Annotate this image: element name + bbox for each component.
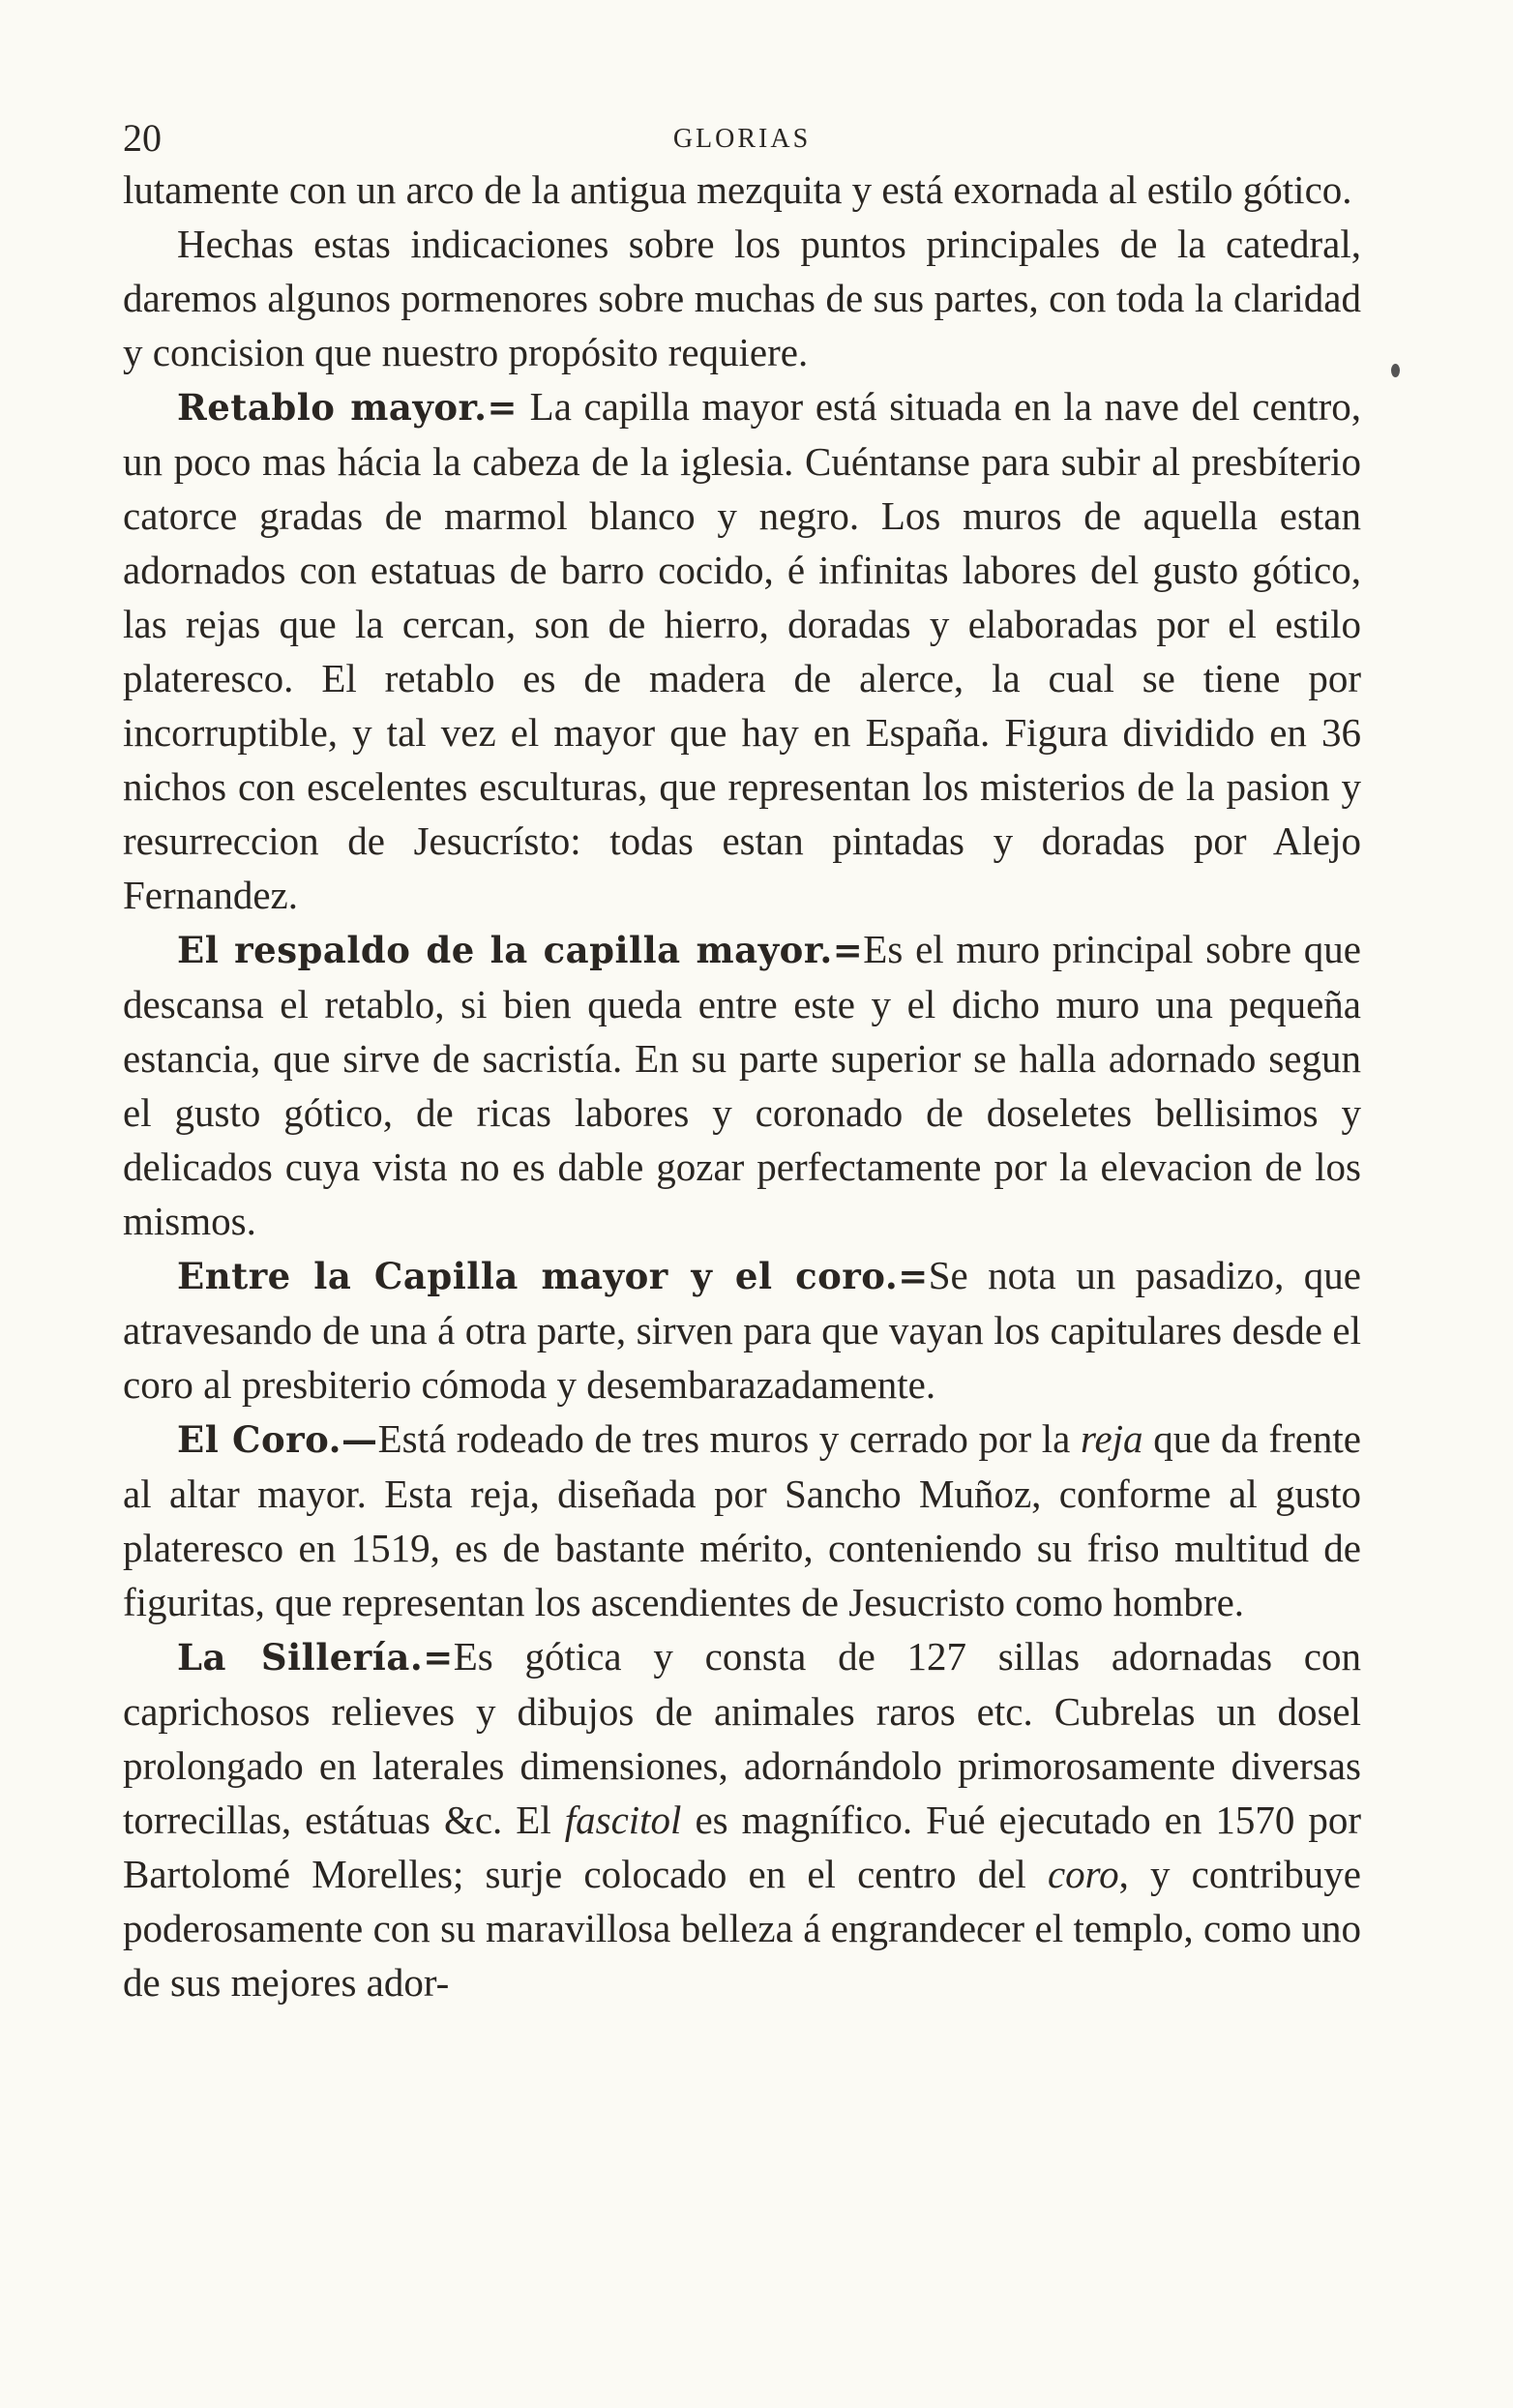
paragraph-continuation (123, 163, 1361, 217)
section-heading: El Coro.— (177, 1418, 378, 1461)
paragraph-text: Se nota un pasadizo, que atravesando de una á otra parte, sirven para que vayan los capitulares desde el coro al presbiterio cómoda y desembarazadamente. (123, 1253, 1361, 1407)
paragraph-retablo-mayor (123, 379, 1361, 922)
paragraph-text: La capilla mayor está situada en la nave del centro, un poco mas hácia la cabeza de la iglesia. Cuéntanse para subir al presbíterio catorce gradas de marmol blanco y negro. Los muros de aquella estan adornados con estatuas de barro cocido, é infinitas labores del gusto gótico, las rejas que la cercan, son de hierro, doradas y elaboradas por el estilo plateresco. El retablo es de madera de alerce, la cual se tiene por incorruptible, y tal vez el mayor que hay en España. Figura dividido en 36 nichos con escelentes esculturas, que representan los misterios de la pasion y resurreccion de Jesucrísto: todas estan pintadas y doradas por Alejo Fernandez. (123, 384, 1361, 917)
running-title: GLORIAS (672, 124, 812, 154)
paragraph-respaldo (123, 922, 1361, 1248)
page-header (123, 114, 1361, 163)
paragraph-text: , y contribuye poderosamente con su maravillosa belleza á engrandecer el templo, como uno de sus mejores ador- (123, 1852, 1361, 2005)
body-text (123, 163, 1361, 2009)
margin-mark (1391, 364, 1400, 377)
page-number: 20 (123, 116, 162, 160)
section-heading: La Sillería.= (177, 1636, 454, 1679)
paragraph-el-coro (123, 1412, 1361, 1629)
italic-term: fascitol (564, 1798, 682, 1842)
section-heading: El respaldo de la capilla mayor.= (177, 929, 864, 971)
paragraph-text: que da frente al altar mayor. Esta reja, diseñada por Sancho Muñoz, conforme al gusto plateresco en 1519, es de bastante mérito, conteniendo su friso multitud de figuritas, que representan los ascendientes de Jesucristo como hombre. (123, 1416, 1361, 1624)
section-heading: Entre la Capilla mayor y el coro.= (177, 1255, 929, 1297)
section-heading: Retablo mayor.= (177, 386, 519, 429)
paragraph-text: lutamente con un arco de la antigua mezquita y está exornada al estilo gótico. (123, 167, 1352, 212)
paragraph-text: Está rodeado de tres muros y cerrado por la (377, 1416, 1082, 1461)
italic-term: reja (1081, 1416, 1143, 1461)
paragraph-entre-capilla-coro (123, 1248, 1361, 1412)
paragraph-text: Es el muro principal sobre que descansa el retablo, si bien queda entre este y el dicho muro una pequeña estancia, que sirve de sacristía. En su parte superior se halla adornado segun el gusto gótico, de ricas labores y coronado de doseletes bellisimos y delicados cuya vista no es dable gozar perfectamente por la elevacion de los mismos. (123, 927, 1361, 1243)
paragraph-text: Hechas estas indicaciones sobre los puntos principales de la catedral, daremos algunos pormenores sobre muchas de sus partes, con toda la claridad y concision que nuestro propósito requiere. (123, 222, 1361, 374)
italic-term: coro (1047, 1852, 1119, 1896)
paragraph-silleria (123, 1629, 1361, 2009)
paragraph-text: es magnífico. Fué ejecutado en 1570 por Bartolomé Morelles; surje colocado en el centro del (123, 1798, 1361, 1896)
paragraph-indications (123, 217, 1361, 379)
paragraph-text: Es gótica y consta de 127 sillas adornadas con caprichosos relieves y dibujos de animales raros etc. Cubrelas un dosel prolongado en laterales dimensiones, adornándolo primorosamente diversas torrecillas, estátuas &c. El (123, 1634, 1361, 1842)
